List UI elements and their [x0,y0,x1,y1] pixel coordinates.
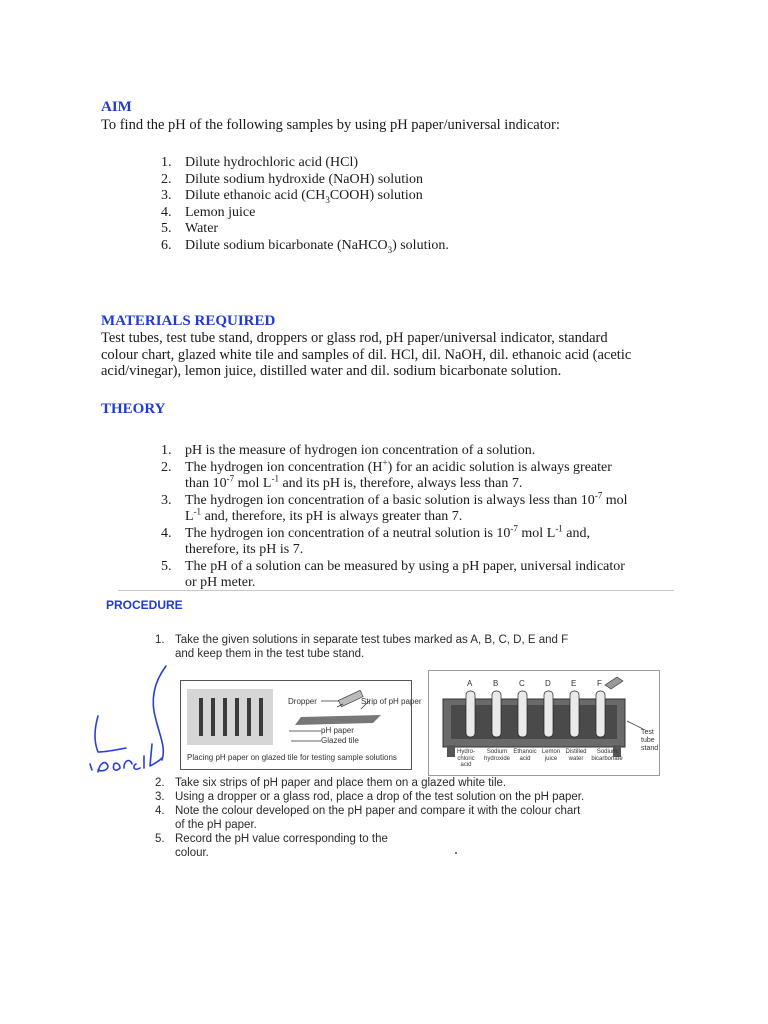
procedure-item: 4. Note the colour developed on the pH paper and compare it with the colour chart of the pH paper. [155,805,581,831]
page-divider [118,590,674,591]
theory-heading: THEORY [101,401,166,417]
aim-item: 2. Dilute sodium hydroxide (NaOH) solution [161,171,423,187]
tile-label: Glazed tile [321,736,359,745]
aim-item: 4. Lemon juice [161,204,256,220]
aim-item: 3. Dilute ethanoic acid $(CH_3COOH)$ solution [161,188,423,205]
strip-label: Strip of pH paper [361,697,422,706]
ph-strip [247,698,251,736]
tube-label-c: C [519,679,525,688]
procedure-item: 5. Record the pH value corresponding to the colour. [155,833,388,859]
theory-item: 5. The pH of a solution can be measured by using a pH paper, universal indicator or pH meter. [161,558,625,590]
figure-test-tube-stand [428,670,660,776]
theory-list [161,443,628,592]
ph-paper-label: pH paper [321,726,354,735]
ph-strip [235,698,239,736]
aim-item: 1. Dilute hydrochloric acid (HCl) [161,155,359,170]
sample-label: Hydro- chloric acid [456,749,475,768]
procedure-item: 1. Take the given solutions in separate test tubes marked as A, B, C, D, E and F and keep them in the test tube stand. [155,634,569,660]
glazed-tile [187,689,273,745]
theory-item: 1. pH is the measure of hydrogen ion concentration of a solution. [161,443,536,458]
tube-label-b: B [493,679,499,688]
procedure-item: 2. Take six strips of pH paper and place them on a glazed white tile. [155,777,507,789]
handwritten-pencil-annotation [84,660,184,780]
sample-label: Lemon juice [541,749,561,762]
sample-label: Sodium bicarbonate [591,749,623,762]
procedure-steps [155,776,584,860]
aim-heading: AIM [101,99,132,115]
tube-label-d: D [545,679,551,688]
procedure-item: 3. Using a dropper or a glass rod, place a drop of the test solution on the pH paper. [155,791,585,803]
stand-label: Test tube stand [641,729,659,752]
theory-item: 3. The hydrogen ion concentration of a basic solution is always less than $10^{-7}$ mol $L^{-1}$ and, therefore, its pH is always greater than 7. [161,489,628,524]
theory-item: 4. The hydrogen ion concentration of a neutral solution is $10^{-7}$ mol $L^{-1}$ and, therefore, its pH is 7. [161,522,590,557]
procedure-step-1 [155,633,568,661]
sample-label: Ethanoic acid [513,749,537,762]
dropper-label: Dropper [288,697,317,706]
materials-heading: MATERIALS REQUIRED [101,313,276,329]
ph-strip [211,698,215,736]
tube-label-f: F [597,679,602,688]
aim-intro: To find the pH of the following samples by using pH paper/universal indicator: [101,117,560,133]
tube-label-e: E [571,679,577,688]
ph-strip [223,698,227,736]
sample-label: Distilled water [565,749,587,762]
procedure-heading: PROCEDURE [106,598,183,612]
materials-text: Test tubes, test tube stand, droppers or glass rod, pH paper/universal indicator, standard colour chart, glazed white tile and samples of dil. HCl, dil. NaOH, dil. ethanoic acid (acetic acid/vinegar), lemon juice, distilled water and dil. sodium bicarbonate solution. [101,330,632,379]
sample-label: Sodium hydroxide [483,749,510,762]
figure-ph-paper-tile [180,680,422,770]
figure-caption: Placing pH paper on glazed tile for testing sample solutions [187,753,397,762]
ph-strip [199,698,203,736]
aim-item: 5. Water [161,221,219,236]
ph-strip [259,698,263,736]
aim-sample-list [161,155,449,254]
aim-item: 6. Dilute sodium bicarbonate (NaHCO$_3$) solution. [161,237,449,255]
stray-mark [455,852,457,854]
theory-item: 2. The hydrogen ion concentration (H+) for an acidic solution is always greater than $10^{-7}$ mol $L^{-1}$ and its pH is, therefore, always less than 7. [161,456,612,491]
tube-label-a: A [467,679,473,688]
